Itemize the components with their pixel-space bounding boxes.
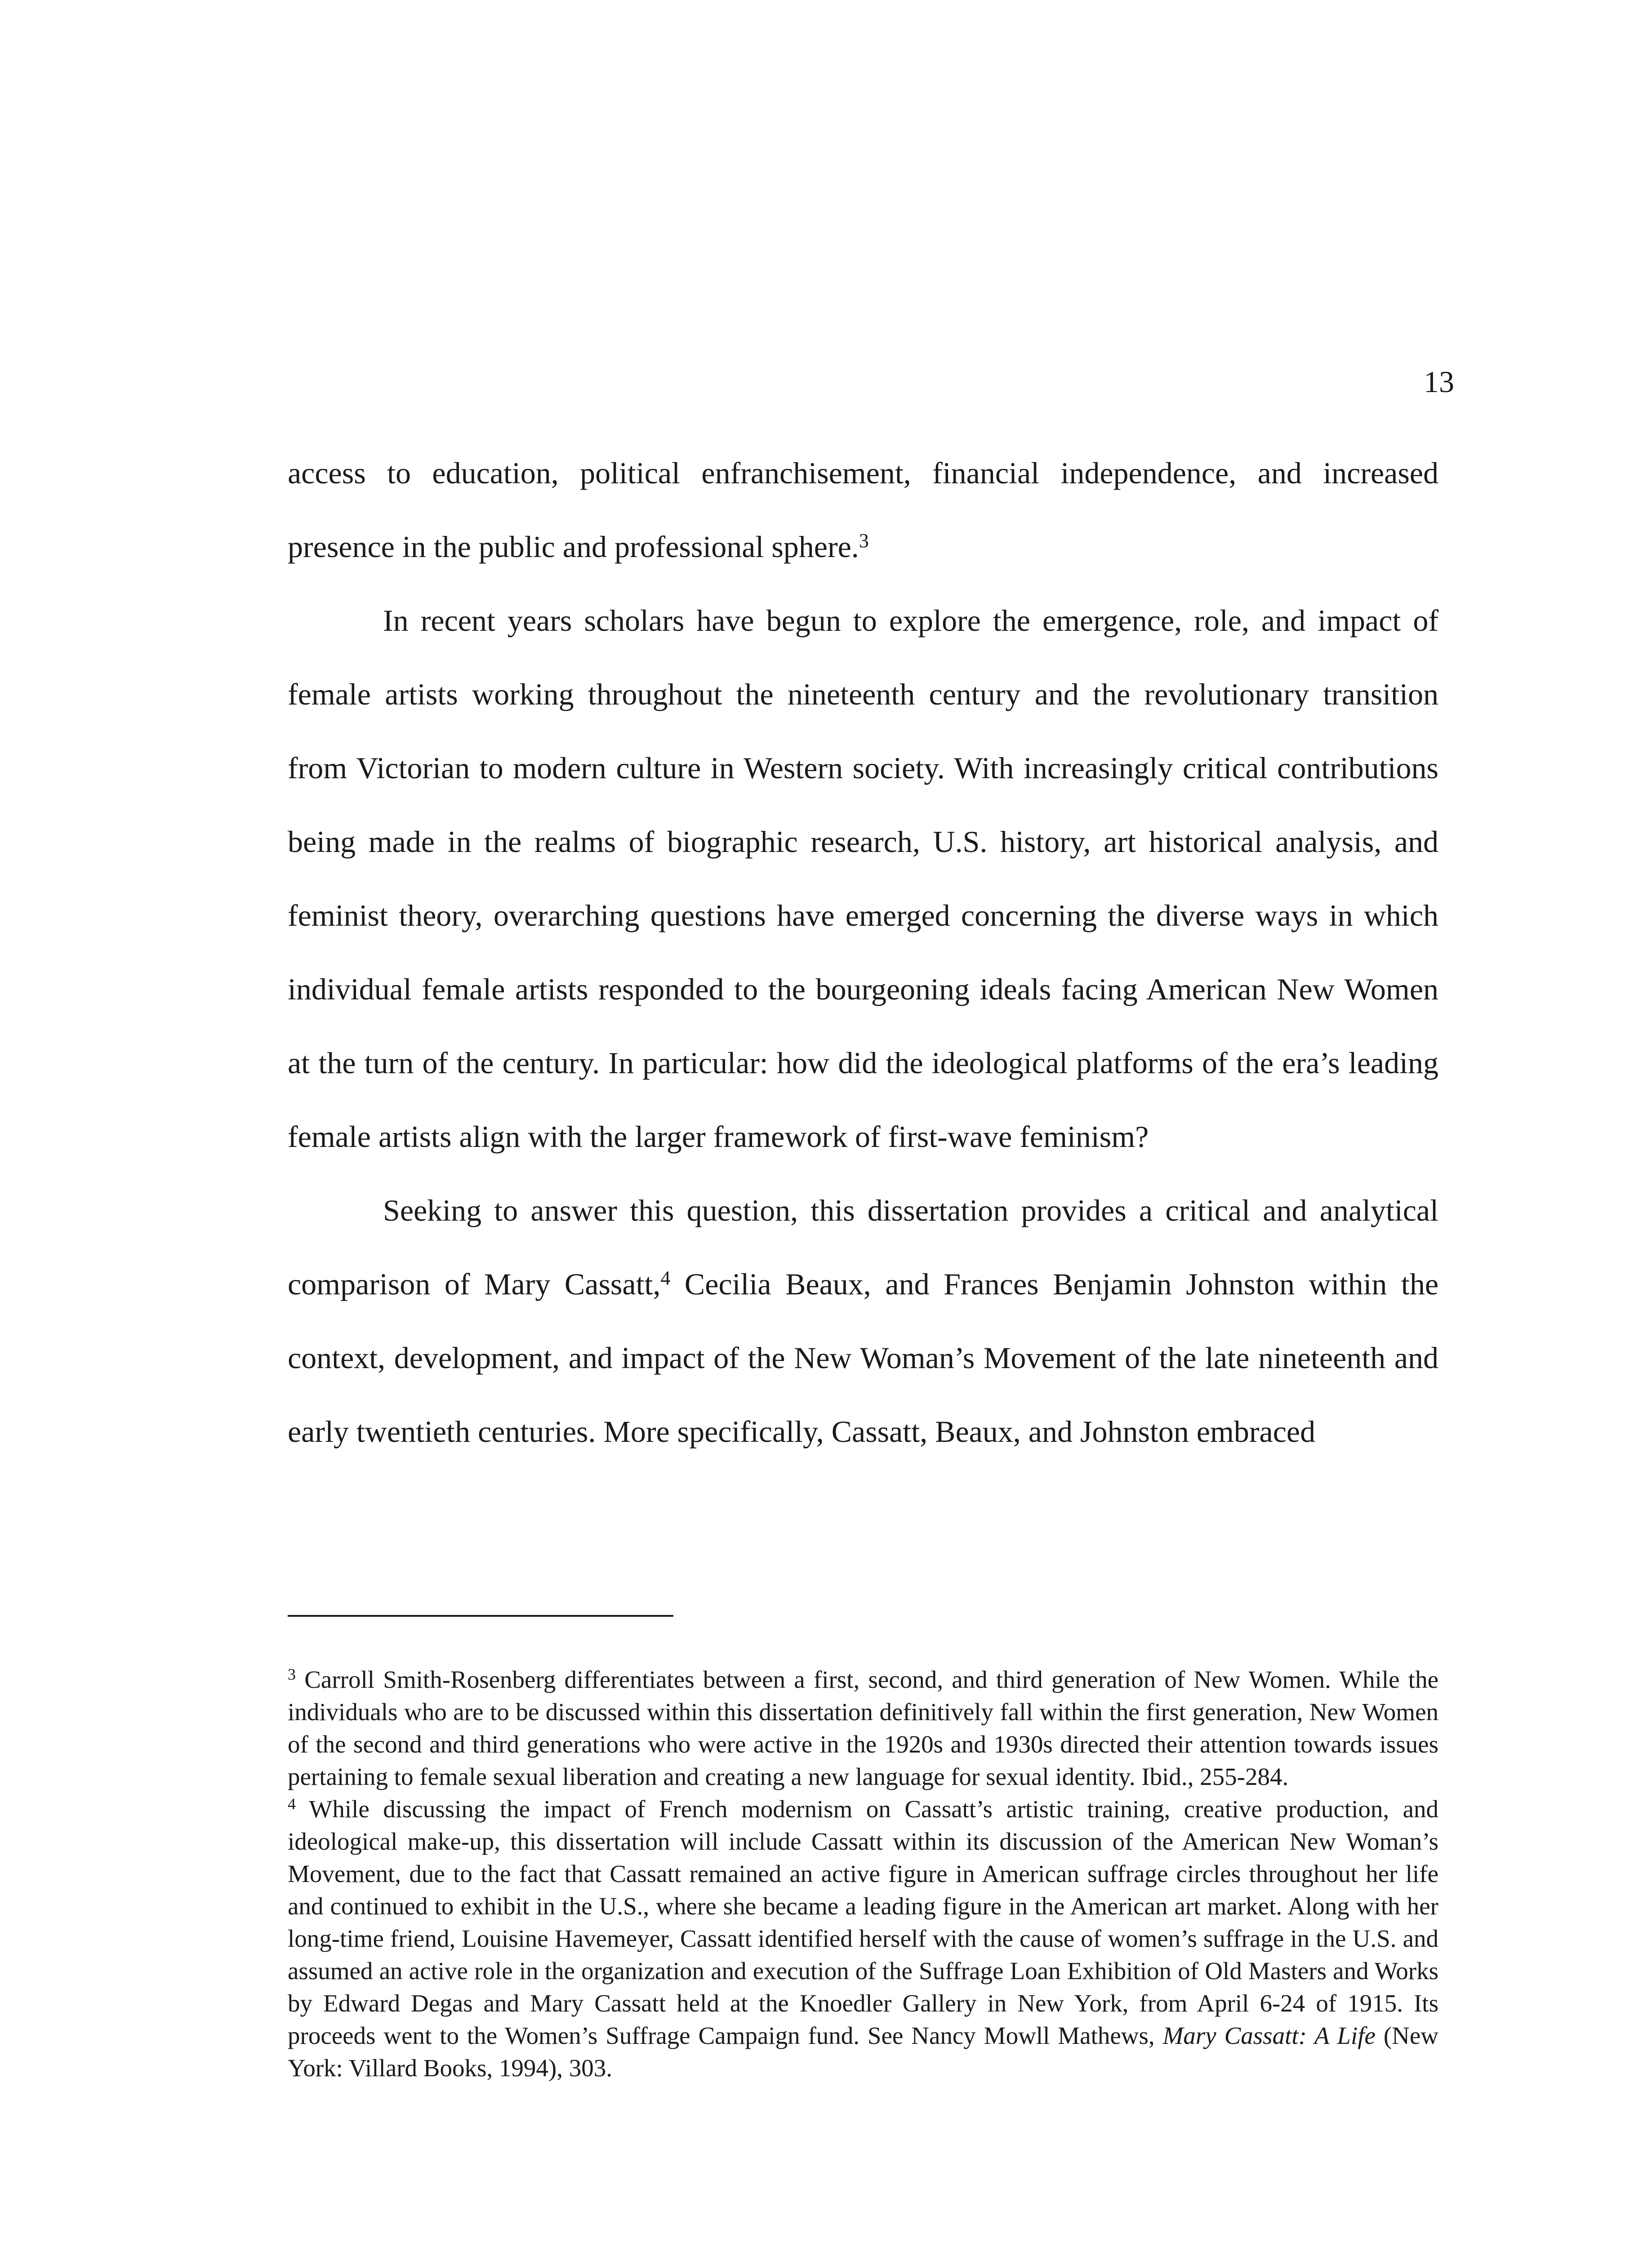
paragraph-1-text: access to education, political enfranchisement, financial independence, and increased presence in the public and professional sphere. bbox=[288, 456, 1438, 564]
footnotes bbox=[288, 1664, 1438, 2084]
footnote-3-marker: 3 bbox=[288, 1665, 296, 1683]
footnote-3-text: Carroll Smith-Rosenberg differentiates between a first, second, and third generation of New Women. While the individuals who are to be discussed within this dissertation definitively fall within the first generation, New Women of the second and third generations who were active in the 1920s and 1930s directed their attention towards issues pertaining to female sexual liberation and creating a new language for sexual identity. Ibid., 255-284. bbox=[288, 1666, 1438, 1790]
footnote-4-book-title: Mary Cassatt: A Life bbox=[1162, 2022, 1376, 2049]
paragraph-3 bbox=[288, 1173, 1438, 1468]
footnote-4-text-before: While discussing the impact of French modernism on Cassatt’s artistic training, creative production, and ideological make-up, this dissertation will include Cassatt within its discussion of the American New Woman’s Movement, due to the fact that Cassatt remained an active figure in American suffrage circles throughout her life and continued to exhibit in the U.S., where she became a leading figure in the American art market. Along with her long-time friend, Louisine Havemeyer, Cassatt identified herself with the cause of women’s suffrage in the U.S. and assumed an active role in the organization and execution of the Suffrage Loan Exhibition of Old Masters and Works by Edward Degas and Mary Cassatt held at the Knoedler Gallery in New York, from April 6-24 of 1915. Its proceeds went to the Women’s Suffrage Campaign fund. See Nancy Mowll Mathews, bbox=[288, 1795, 1438, 2049]
body-text bbox=[288, 436, 1438, 1468]
paragraph-3-text-after: Cecilia Beaux, and Frances Benjamin Johnston within the context, development, and impact of the New Woman’s Movement of the late nineteenth and early twentieth centuries. More specifically, Cassatt, Beaux, and Johnston embraced bbox=[288, 1267, 1438, 1449]
footnote-ref-3: 3 bbox=[859, 530, 869, 552]
footnote-4-marker: 4 bbox=[288, 1795, 296, 1813]
footnote-separator bbox=[288, 1615, 673, 1617]
paragraph-3-text-before: Seeking to answer this question, this dissertation provides a critical and analytical comparison of Mary Cassatt, bbox=[288, 1193, 1438, 1301]
paragraph-2: In recent years scholars have begun to explore the emergence, role, and impact of female artists working throughout the nineteenth century and the revolutionary transition from Victorian to modern culture in Western society. With increasingly critical contributions being made in the realms of biographic research, U.S. history, art historical analysis, and feminist theory, overarching questions have emerged concerning the diverse ways in which individual female artists responded to the bourgeoning ideals facing American New Women at the turn of the century. In particular: how did the ideological platforms of the era’s leading female artists align with the larger framework of first-wave feminism? bbox=[288, 603, 1438, 1154]
footnote-4-text-after: (New York: Villard Books, 1994), 303. bbox=[288, 2022, 1439, 2082]
footnote-4 bbox=[288, 1793, 1438, 2084]
footnote-3 bbox=[288, 1664, 1438, 1793]
page-number: 13 bbox=[1424, 365, 1454, 399]
paragraph-1 bbox=[288, 436, 1438, 584]
footnote-ref-4: 4 bbox=[660, 1267, 671, 1289]
